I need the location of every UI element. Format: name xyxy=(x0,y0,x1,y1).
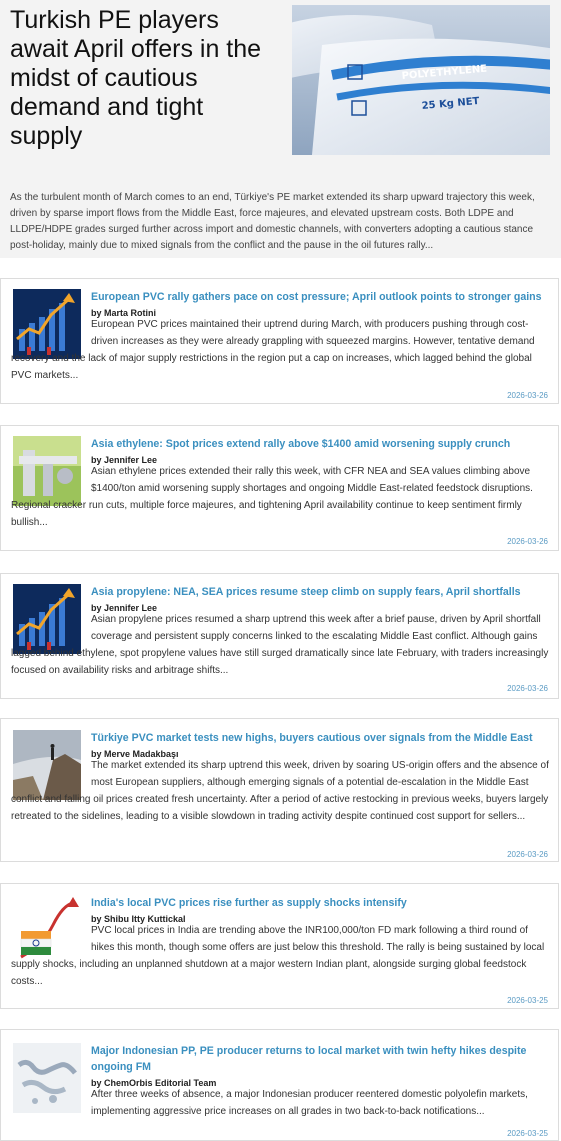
article-author: by Merve Madakbaşı xyxy=(91,749,179,759)
article-title-link[interactable]: Major Indonesian PP, PE producer returns to local market with twin hefty hikes despite ongoing FM xyxy=(91,1045,527,1073)
article-summary: Asian ethylene prices extended their rally this week, with CFR NEA and SEA values climbing above $1400/ton amid worsening supply shortages and ongoing Middle East-related feedstock disruptions. Regional cracker run cuts, multiple force majeures, and tightening April availability continue to keep sentiment firmly bullish... xyxy=(11,466,533,528)
bag-weight-text: 25 Kg NET xyxy=(421,95,480,112)
article-author: by Shibu Itty Kuttickal xyxy=(91,914,186,924)
article-date: 2026-03-26 xyxy=(507,537,548,546)
article-author: by Marta Rotini xyxy=(91,308,157,318)
article-card[interactable] xyxy=(0,1029,559,1141)
article-date: 2026-03-25 xyxy=(507,996,548,1005)
article-card[interactable] xyxy=(0,718,559,862)
article-title-link[interactable]: Asia propylene: NEA, SEA prices resume steep climb on supply fears, April shortfalls xyxy=(91,586,521,598)
article-title-link[interactable]: Asia ethylene: Spot prices extend rally above $1400 amid worsening supply crunch xyxy=(91,438,511,450)
article-date: 2026-03-26 xyxy=(507,850,548,859)
article-card[interactable] xyxy=(0,278,559,404)
article-summary: European PVC prices maintained their uptrend during March, with producers pushing through cost-driven increases as they were already grappling with squeezed margins. However, tentative demand recovery and the lack of major supply restrictions in the region put a cap on increases, which lagged behind the global PVC markets... xyxy=(11,319,535,381)
article-card[interactable] xyxy=(0,573,559,699)
article-author: by Jennifer Lee xyxy=(91,455,158,465)
article-date: 2026-03-26 xyxy=(507,391,548,400)
polyethylene-bags-illustration xyxy=(292,5,550,155)
article-card[interactable] xyxy=(0,425,559,551)
article-author: by Jennifer Lee xyxy=(91,603,158,613)
featured-article[interactable] xyxy=(0,0,561,258)
article-author: by ChemOrbis Editorial Team xyxy=(91,1078,217,1088)
article-date: 2026-03-26 xyxy=(507,684,548,693)
article-summary: The market extended its sharp uptrend this week, driven by soaring US-origin offers and the absence of most European suppliers, although emerging signals of a potential de-escalation in the Middle East conflict and falling oil prices created fresh uncertainty. After a period of active restocking in previous weeks, buyers largely retreated to the sidelines, leading to a visible slowdown in trading activity despite continued cost support for sellers... xyxy=(11,760,549,822)
article-title-link[interactable]: India's local PVC prices rise further as supply shocks intensify xyxy=(91,897,407,909)
article-title-link[interactable]: Türkiye PVC market tests new highs, buyers cautious over signals from the Middle East xyxy=(91,732,533,744)
polyethylene-bags-image[interactable] xyxy=(292,5,550,155)
article-date: 2026-03-25 xyxy=(507,1129,548,1138)
featured-title[interactable]: Turkish PE players await April offers in the midst of cautious demand and tight supply xyxy=(10,6,262,150)
article-summary: PVC local prices in India are trending above the INR100,000/ton FD mark following a third round of hikes this month, though some offers are just below this threshold. The rally is being sustained by local supply shocks, including an unplanned shutdown at a major western Indian plant, alongside surging global feedstock costs... xyxy=(11,925,545,987)
article-title-link[interactable]: European PVC rally gathers pace on cost pressure; April outlook points to stronger gains xyxy=(91,291,542,303)
article-summary: Asian propylene prices resumed a sharp uptrend this week after a brief pause, driven by April shortfall coverage and persistent supply concerns linked to the escalating Middle East conflict. Although gains lagged behind ethylene, spot propylene values have still surged dramatically since late February, with traders increasingly focused on availability risks and arbitrage shifts... xyxy=(11,614,549,676)
article-summary: After three weeks of absence, a major Indonesian producer reentered domestic polyolefin markets, implementing aggressive price increases on all grades in two back-to-back notifications... xyxy=(91,1089,528,1117)
article-card[interactable] xyxy=(0,883,559,1009)
bag-brand-text: POLYETHYLENE xyxy=(401,63,488,82)
featured-summary: As the turbulent month of March comes to an end, Türkiye's PE market extended its sharp upward trajectory this week, driven by sparse import flows from the Middle East, force majeures, and elevated upstream costs. Both LDPE and LLDPE/HDPE grades surged further across import and domestic channels, with converters adopting a cautious stance post-holiday, mainly due to mixed signals from the conflict and the pause in the oil futures rally... xyxy=(10,192,535,251)
